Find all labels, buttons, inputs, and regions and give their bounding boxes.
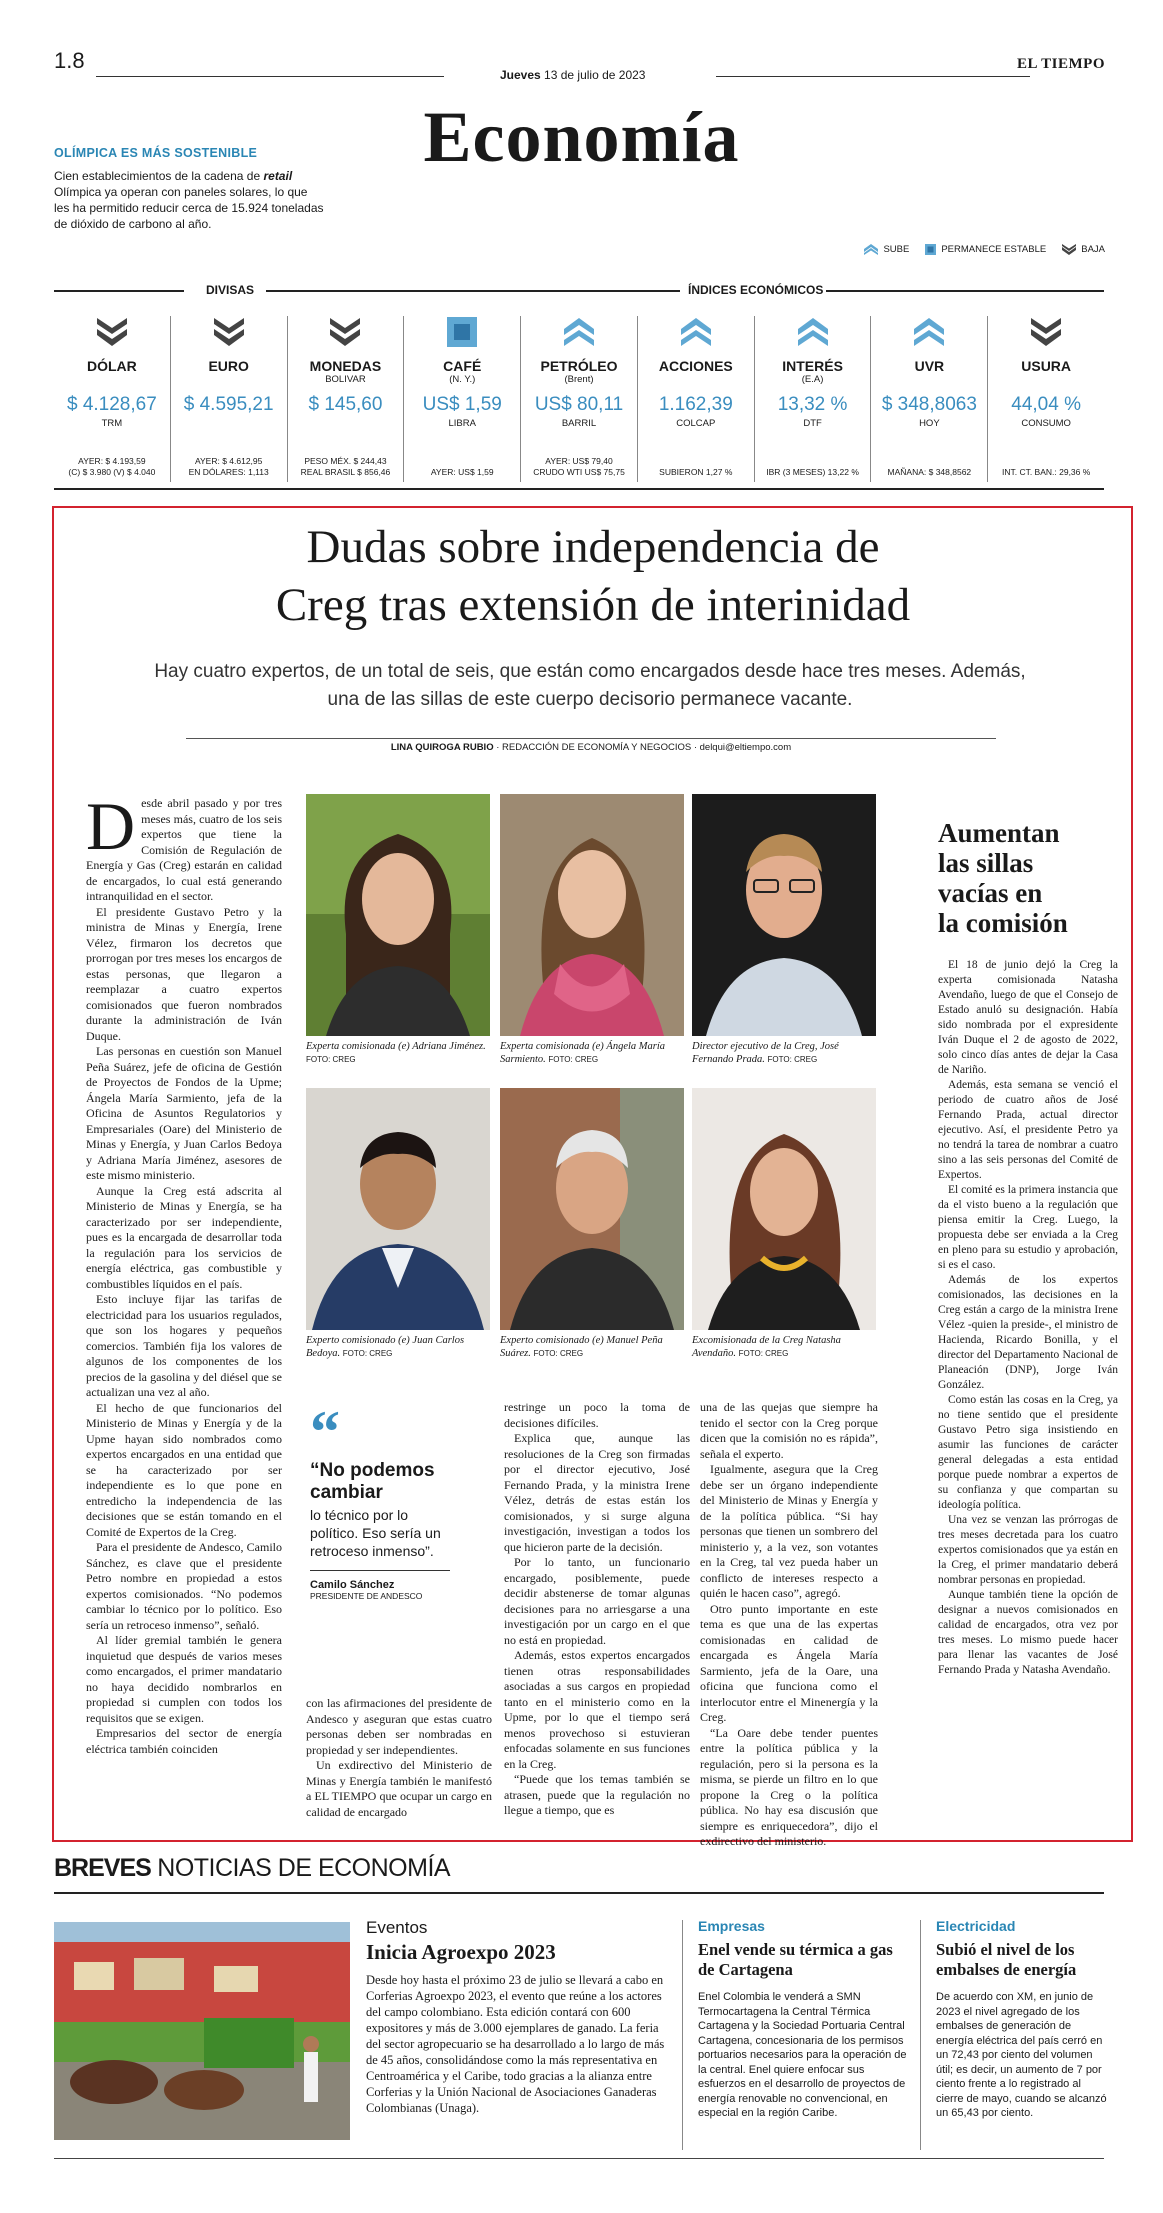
photo-natasha-avendano bbox=[692, 1088, 876, 1330]
indicator-name: INTERÉS bbox=[782, 358, 843, 374]
indicator-note-line: AYER: US$ 79,40 bbox=[545, 456, 613, 466]
down-arrow-icon bbox=[288, 316, 404, 348]
photo-caption bbox=[692, 1334, 882, 1360]
photo-caption bbox=[306, 1334, 496, 1360]
pull-quote bbox=[310, 1399, 460, 1601]
paragraph: El comité es la primera instancia que da el visto bueno a la regulación que piensa emitir la Creg. Luego, la propuesta debe ser enviada a la Creg en pleno para su estudio y aprobación, si es el caso. bbox=[938, 1184, 1118, 1271]
indicator-subtitle: (E.A) bbox=[801, 374, 824, 385]
indicator-unit: TRM bbox=[101, 418, 123, 429]
indicator-note bbox=[404, 467, 520, 478]
quote-mark-icon: “ bbox=[310, 1399, 340, 1465]
indicator-note-line: PESO MÉX. $ 244,43 bbox=[304, 456, 387, 466]
breves-title-rest: NOTICIAS DE ECONOMÍA bbox=[150, 1854, 451, 1882]
indicator-unit: COLCAP bbox=[676, 418, 716, 429]
promo-text-emphasis: retail bbox=[263, 169, 293, 183]
indicator-legend bbox=[864, 244, 1105, 255]
byline-rule bbox=[186, 738, 996, 739]
indicator-interés bbox=[755, 316, 872, 482]
indicator-unit: HOY bbox=[919, 418, 940, 429]
indicator-café bbox=[404, 316, 521, 482]
photo-credit: FOTO: CREG bbox=[548, 1055, 599, 1064]
paragraph: Como están las cosas en la Creg, ya no tiene sentido que el presidente Gustavo Petro siga insistiendo en asumir las funciones de carácter general delegadas a esta entidad porque puede nombrar a expertos de su confianza y que compartan su ideología política. bbox=[938, 1394, 1118, 1511]
indicators-bottom-rule bbox=[54, 488, 1104, 490]
portrait-image bbox=[692, 1088, 876, 1330]
indicator-usura bbox=[988, 316, 1104, 482]
indicator-value: $ 348,8063 bbox=[881, 394, 977, 415]
indicator-note-line: AYER: $ 4.612,95 bbox=[194, 456, 263, 466]
article-column-1 bbox=[86, 788, 282, 1757]
photo-adriana-jimenez bbox=[306, 794, 490, 1036]
indicator-value: 13,32 % bbox=[777, 394, 848, 415]
indices-label: ÍNDICES ECONÓMICOS bbox=[688, 283, 824, 297]
indicator-acciones bbox=[638, 316, 755, 482]
sidebar-title-line: la comisión bbox=[938, 908, 1068, 938]
paragraph: Empresarios del sector de energía eléctrica también coinciden bbox=[86, 1726, 282, 1756]
photo-juan-carlos-bedoya bbox=[306, 1088, 490, 1330]
indicator-note-line: INT. CT. BAN.: 29,36 % bbox=[1001, 467, 1091, 477]
promo-title[interactable]: OLÍMPICA ES MÁS SOSTENIBLE bbox=[54, 146, 258, 160]
issue-day: Jueves bbox=[500, 68, 541, 82]
legend-down bbox=[1062, 244, 1105, 255]
down-arrow-icon bbox=[54, 316, 170, 348]
indicator-note-line: AYER: $ 4.193,59 bbox=[78, 456, 146, 466]
paragraph: “La Oare debe tender puentes entre la política pública y la regulación, pero si la persona es la misma, se pierde un filtro en lo que propone la Creg o la política pública. No hay esa discusión que siempre es enriquecedora”, dijo el exdirectivo del ministerio. bbox=[700, 1725, 878, 1848]
agroexpo-photo bbox=[54, 1922, 350, 2140]
indicator-note bbox=[988, 467, 1104, 478]
paragraph: con las afirmaciones del presidente de Andesco y aseguran que estas cuatro personas deben ser nombradas en propiedad y ser independientes. bbox=[306, 1696, 492, 1757]
article-deck: Hay cuatro expertos, de un total de seis, que están como encargados desde hace tres meses. Además, una de las sillas de este cuerpo decisorio permanece vacante. bbox=[154, 661, 1026, 710]
indicator-value: $ 145,60 bbox=[308, 394, 383, 415]
indicator-subtitle bbox=[171, 374, 287, 386]
legend-stable bbox=[925, 244, 1046, 255]
paragraph: Además de los expertos comisionados, las decisiones en la Creg están a cargo de la ministra Irene Vélez -quien la preside-, el ministro de Hacienda, Ricardo Bonilla, y el director del Departamento Nacional de Planeación (DNP), Jorge Iván González. bbox=[938, 1274, 1118, 1391]
sidebar-body bbox=[938, 958, 1118, 1678]
caption-text: Experta comisionada (e) Adriana Jiménez. bbox=[306, 1041, 486, 1052]
indicator-uvr bbox=[871, 316, 988, 482]
photo-caption bbox=[692, 1040, 882, 1066]
indicator-name: ACCIONES bbox=[658, 358, 733, 374]
indicator-name: CAFÉ bbox=[443, 358, 482, 374]
indicator-unit: CONSUMO bbox=[1021, 418, 1071, 429]
paragraph: Un exdirectivo del Ministerio de Minas y Energía también le manifestó a EL TIEMPO que ocupar un cargo en calidad de encargado bbox=[306, 1758, 492, 1819]
portrait-image bbox=[500, 794, 684, 1036]
up-arrow-icon bbox=[521, 316, 637, 348]
photo-caption bbox=[306, 1040, 496, 1066]
stable-square-icon bbox=[925, 244, 936, 255]
indicator-note bbox=[171, 456, 287, 478]
article-column-3 bbox=[504, 1400, 690, 1819]
photo-caption bbox=[500, 1040, 690, 1066]
stable-square-icon bbox=[404, 316, 520, 348]
paragraph: restringe un poco la toma de decisiones difíciles. bbox=[504, 1400, 690, 1430]
newspaper-logo: EL TIEMPO bbox=[1017, 56, 1105, 72]
headline-line: Creg tras extensión de interinidad bbox=[275, 579, 911, 631]
up-arrow-icon bbox=[864, 244, 878, 255]
breves-section-title bbox=[54, 1854, 450, 1883]
promo-text-part: Cien establecimientos de la cadena de bbox=[54, 169, 264, 183]
section-title: Economía bbox=[423, 97, 740, 177]
breve-body: De acuerdo con XM, en junio de 2023 el nivel agregado de los embalses de generación de energía eléctrica del país cerró en un 72,43 por ciento del volumen útil; es decir, un aumento de 7 por ciento frente a lo registrado al cierre de mayo, cuando se alcanzó un 65,43 por ciento. bbox=[936, 1991, 1107, 2119]
photo-credit: FOTO: CREG bbox=[738, 1349, 789, 1358]
indicator-unit: LIBRA bbox=[448, 418, 476, 429]
portrait-image bbox=[306, 794, 490, 1036]
issue-date bbox=[500, 68, 645, 82]
photo-caption bbox=[500, 1334, 690, 1360]
paragraph: El 18 de junio dejó la Creg la experta comisionada Natasha Avendaño, luego de que el Consejo de Estado anuló su designación. Había sido nombrada por el expresidente Iván Duque el 2 de agosto de 2022, solo cinco días antes de dejar la Casa de Nariño. bbox=[938, 959, 1118, 1076]
indicator-value: US$ 80,11 bbox=[534, 394, 624, 415]
indicator-subtitle bbox=[988, 374, 1104, 386]
paragraph: Aunque la Creg está adscrita al Ministerio de Minas y Energía, se ha caracterizado por ser independiente, pues es la encargada de desarrollar toda la regulación para los servicios de energía eléctrica, gas combustible y combustibles líquidos en el país. bbox=[86, 1183, 282, 1291]
article-headline bbox=[60, 518, 1126, 634]
caption-text: Experto comisionado (e) Juan Carlos Bedoya. bbox=[306, 1335, 465, 1359]
indicator-name: PETRÓLEO bbox=[540, 358, 618, 374]
indicator-euro bbox=[171, 316, 288, 482]
indicator-monedas bbox=[288, 316, 405, 482]
quote-author: Camilo Sánchez bbox=[310, 1579, 395, 1591]
caption-text: Excomisionada de la Creg Natasha Avendaño. bbox=[692, 1335, 841, 1359]
photo-manuel-pena-suarez bbox=[500, 1088, 684, 1330]
indicator-value: $ 4.128,67 bbox=[66, 394, 157, 415]
issue-date-text: 13 de julio de 2023 bbox=[544, 68, 646, 82]
sidebar-title bbox=[938, 818, 1128, 938]
indicator-note-line: CRUDO WTI US$ 75,75 bbox=[533, 467, 625, 477]
legend-up bbox=[864, 244, 909, 255]
footer-rule bbox=[54, 2158, 1104, 2159]
indicator-note-line: AYER: US$ 1,59 bbox=[430, 467, 494, 477]
caption-text: Director ejecutivo de la Creg, José Fernando Prada. bbox=[692, 1041, 839, 1065]
agroexpo-image bbox=[54, 1922, 350, 2140]
caption-text: Experto comisionado (e) Manuel Peña Suárez. bbox=[500, 1335, 663, 1359]
paragraph: Aunque también tiene la opción de designar a nuevos comisionados en calidad de encargados, otra vez por tres meses. Lo mismo puede hacer para llenar las vacantes de José Fernando Prada y Natasha Avendaño. bbox=[938, 1589, 1118, 1676]
indicator-subtitle bbox=[54, 374, 170, 386]
legend-stable-label: PERMANECE ESTABLE bbox=[941, 244, 1047, 255]
paragraph: Esto incluye fijar las tarifas de electricidad para los usuarios regulados, que son los hogares y pequeños comercios. También fija los valores de algunos de los componentes de los precios de la gasolina y del diésel que se actualizan una vez al año. bbox=[86, 1292, 282, 1399]
indicator-note-line: MAÑANA: $ 348,8562 bbox=[887, 467, 972, 477]
byline-author: LINA QUIROGA RUBIO bbox=[390, 742, 494, 753]
photo-jose-fernando-prada bbox=[692, 794, 876, 1036]
indicator-name: DÓLAR bbox=[87, 358, 137, 374]
indicator-value: 1.162,39 bbox=[658, 394, 733, 415]
photo-angela-sarmiento bbox=[500, 794, 684, 1036]
indicator-note-line: REAL BRASIL $ 856,46 bbox=[300, 467, 391, 477]
indicators-rule bbox=[266, 290, 680, 292]
caption-text: Experta comisionada (e) Ángela María Sarmiento. bbox=[500, 1041, 666, 1065]
paragraph: El presidente Gustavo Petro y la ministra de Minas y Energía, Irene Vélez, firmaron los decretos que prorrogan por tres meses los encargos de estas personas, que llegaron a reemplazar a cuatro expertos comisionados que fueron nombrados durante la administración de Iván Duque. bbox=[86, 904, 282, 1043]
drop-cap: D bbox=[86, 788, 136, 864]
quote-lead: “No podemos cambiar bbox=[310, 1460, 435, 1503]
legend-up-label: SUBE bbox=[883, 244, 910, 255]
portrait-image bbox=[500, 1088, 684, 1330]
indicator-value: $ 4.595,21 bbox=[183, 394, 274, 415]
breve-title[interactable]: Subió el nivel de los embalses de energía bbox=[936, 1940, 1077, 1979]
indicator-dólar bbox=[54, 316, 171, 482]
indicator-note-line: EN DÓLARES: 1,113 bbox=[188, 467, 269, 477]
paragraph: Además, esta semana se venció el periodo de cuatro años de José Fernando Prada, actual director ejecutivo. Así, el presidente Petro ya no tendrá la tarea de nombrar a cuatro sino a las seis personas del Comité de Expertos. bbox=[938, 1079, 1118, 1181]
portrait-image bbox=[306, 1088, 490, 1330]
breve-title[interactable]: Inicia Agroexpo 2023 bbox=[366, 1940, 556, 1964]
promo-text bbox=[54, 168, 324, 232]
article-column-4 bbox=[700, 1400, 878, 1850]
breve-body: Desde hoy hasta el próximo 23 de julio se llevará a cabo en Corferias Agroexpo 2023, el evento que reúne a los actores del campo colombiano. Esta edición contará con 600 expositores y más de 3.000 ejemplares de ganado. La feria del sector agropecuario se ha desarrollado a lo largo de más de 45 años, consolidándose como la más representativa en Centroamérica y el Caribe, todo gracias a la alianza entre Corferias y la Unión Nacional de Asociaciones Ganaderas Colombianas (Unaga). bbox=[366, 1973, 665, 2115]
breves-title-bold: BREVES bbox=[54, 1854, 151, 1882]
up-arrow-icon bbox=[755, 316, 871, 348]
breves-rule bbox=[54, 1892, 1104, 1894]
indicator-note bbox=[54, 456, 170, 478]
portrait-image bbox=[692, 794, 876, 1036]
up-arrow-icon bbox=[871, 316, 987, 348]
paragraph: una de las quejas que siempre ha tenido el sector con la Creg porque dicen que la comisión no es rápida”, señala el experto. bbox=[700, 1400, 878, 1461]
breve-kicker: Empresas bbox=[698, 1918, 765, 1934]
indicator-name: UVR bbox=[914, 358, 945, 374]
paragraph: esde abril pasado y por tres meses más, cuatro de los seis expertos que tiene la Comisión de Regulación de Energía y Gas (Creg) estarán en calidad de encargados, lo cual está generando intranquilidad en el sector. bbox=[86, 796, 282, 903]
paragraph: Por lo tanto, un funcionario encargado, posiblemente, puede decidir abstenerse de tomar algunas decisiones para no arriesgarse a una investigación por un cargo en el que no está en propiedad. bbox=[504, 1555, 690, 1647]
economic-indicators bbox=[54, 316, 1104, 482]
indicator-name: USURA bbox=[1021, 358, 1072, 374]
indicator-note bbox=[638, 467, 754, 478]
down-arrow-icon bbox=[171, 316, 287, 348]
column-divider bbox=[920, 1920, 921, 2150]
photo-credit: FOTO: CREG bbox=[767, 1055, 818, 1064]
paragraph: Otro punto importante en este tema es que una de las expertas comisionadas en calidad de encargada es Ángela María Sarmiento, jefa de la Oare, una oficina que funciona como el interlocutor entre el Minenergía y la Creg. bbox=[700, 1601, 878, 1724]
quote-rule bbox=[310, 1570, 450, 1571]
indicator-value: 44,04 % bbox=[1011, 394, 1081, 415]
photo-credit: FOTO: CREG bbox=[533, 1349, 584, 1358]
sidebar-title-line: las sillas bbox=[938, 848, 1034, 878]
quote-author-role: PRESIDENTE DE ANDESCO bbox=[310, 1591, 423, 1601]
paragraph: Una vez se venzan las prórrogas de tres meses decretada para los cuatro expertos comisionados que ya están en la Creg, el primer mandatario deberá nombrar personas en propiedad. bbox=[938, 1514, 1118, 1586]
breve-kicker: Electricidad bbox=[936, 1918, 1016, 1934]
divisas-label: DIVISAS bbox=[206, 283, 255, 297]
article-column-2 bbox=[306, 1696, 492, 1820]
indicator-name: MONEDAS bbox=[309, 358, 382, 374]
promo-text-part: Olímpica ya operan con paneles solares, lo que les ha permitido reducir cerca de 15.924 toneladas de dióxido de carbono al año. bbox=[54, 185, 324, 231]
paragraph: Además, estos expertos encargados tienen otras responsabilidades asociadas a sus cargos en propiedad tanto en el ministerio como en la Upme, por lo que el tiempo será menos provechoso si estuvieran enfocadas solamente en sus funciones en la Creg. bbox=[504, 1648, 690, 1771]
indicator-note-line: SUBIERON 1,27 % bbox=[659, 467, 733, 477]
down-arrow-icon bbox=[988, 316, 1104, 348]
sidebar-title-line: Aumentan bbox=[938, 818, 1060, 848]
column-divider bbox=[682, 1920, 683, 2150]
photo-credit: FOTO: CREG bbox=[342, 1349, 393, 1358]
indicator-note bbox=[871, 467, 987, 478]
indicator-name: EURO bbox=[208, 358, 249, 374]
breve-body: Enel Colombia le venderá a SMN Termocartagena la Central Térmica Cartagena y la Sociedad Portuaria Central Cartagena, concesionaria de los permisos portuarios necesarios para la operación de la central. Enel quiere enfocar sus esfuerzos en el desarrollo de proyectos de energía renovable no convencional, en especial en la región Caribe. bbox=[698, 1991, 907, 2119]
indicator-unit: DTF bbox=[803, 418, 822, 429]
indicator-note bbox=[288, 456, 404, 478]
paragraph: Para el presidente de Andesco, Camilo Sánchez, es clave que el presidente Petro nombre en propiedad a estos expertos comisionados. “No podemos cambiar lo técnico por lo político. Eso sería un retroceso inmenso”, señaló. bbox=[86, 1540, 282, 1632]
down-arrow-icon bbox=[1062, 244, 1076, 255]
indicator-petróleo bbox=[521, 316, 638, 482]
paragraph: “Puede que los temas también se atrasen, puede que la regulación no llegue a tiempo, que es bbox=[504, 1772, 690, 1817]
paragraph: Explica que, aunque las resoluciones de la Creg son firmadas por el director ejecutivo, José Fernando Prada, y la ministra Irene Vélez, detrás de estas están los comisionados, y si surge alguna investigación, investigan a todos los que hicieron parte de la decisión. bbox=[504, 1431, 690, 1554]
indicator-unit: BARRIL bbox=[561, 418, 597, 429]
paragraph: Las personas en cuestión son Manuel Peña Suárez, jefe de oficina de Gestión de Proyectos de Fondos de la Upme; Ángela María Sarmiento, jefa de la Oficina de Asuntos Regulatorios y Empresariales (Oare) del Ministerio de Minas y Energía, y Juan Carlos Bedoya y Adriana María Jiménez, asesores de este mismo ministerio. bbox=[86, 1044, 282, 1182]
indicators-rule bbox=[826, 290, 1104, 292]
legend-down-label: BAJA bbox=[1081, 244, 1105, 255]
header-rule-right bbox=[716, 76, 1030, 77]
indicator-subtitle: (N. Y.) bbox=[449, 374, 476, 385]
headline-line: Dudas sobre independencia de bbox=[306, 521, 880, 573]
sidebar-title-line: vacías en bbox=[938, 878, 1043, 908]
breve-title[interactable]: Enel vende su térmica a gas de Cartagena bbox=[698, 1940, 893, 1979]
quote-text: lo técnico por lo político. Eso sería un retroceso inmenso”. bbox=[310, 1507, 441, 1559]
paragraph: Igualmente, asegura que la Creg debe ser un órgano independiente del Ministerio de Minas y Energía y de la política pública. “Si hay personas que tienen un sombrero del ministerio y, a la vez, son votantes en la Creg, tal vez pueda haber un conflicto de intereses respecto a quién le hacen caso”, agregó. bbox=[700, 1462, 878, 1600]
page-number: 1.8 bbox=[54, 48, 85, 73]
paragraph: Al líder gremial también le genera inquietud que después de varios meses como encargados, el primer mandatario no haya decidido nombrarlos en propiedad si cumplen con todos los requisitos que se exigen. bbox=[86, 1633, 282, 1725]
indicator-note-line: (C) $ 3.980 (V) $ 4.040 bbox=[68, 467, 156, 477]
indicator-subtitle: (Brent) bbox=[564, 374, 594, 385]
article-byline bbox=[186, 742, 996, 753]
indicator-note-line: IBR (3 MESES) 13,22 % bbox=[766, 467, 859, 477]
byline-desk: · REDACCIÓN DE ECONOMÍA Y NEGOCIOS · delqui@eltiempo.com bbox=[493, 742, 792, 753]
breve-kicker: Eventos bbox=[366, 1918, 428, 1937]
header-rule-left bbox=[96, 76, 444, 77]
indicator-note bbox=[521, 456, 637, 478]
indicator-value: US$ 1,59 bbox=[422, 394, 502, 415]
up-arrow-icon bbox=[638, 316, 754, 348]
photo-credit: FOTO: CREG bbox=[306, 1055, 356, 1064]
indicator-subtitle: BOLIVAR bbox=[325, 374, 366, 385]
indicator-note bbox=[755, 467, 871, 478]
paragraph: El hecho de que funcionarios del Ministerio de Minas y Energía y de la Upme hayan sido nombrados como expertos encargados en una entidad que se ha caracterizado por ser independiente es lo que pone en entredicho la independencia de las decisiones que se están tomando en el Comité de Expertos de la Creg. bbox=[86, 1400, 282, 1539]
indicator-subtitle bbox=[871, 374, 987, 386]
indicator-subtitle bbox=[638, 374, 754, 386]
indicators-rule bbox=[54, 290, 184, 292]
